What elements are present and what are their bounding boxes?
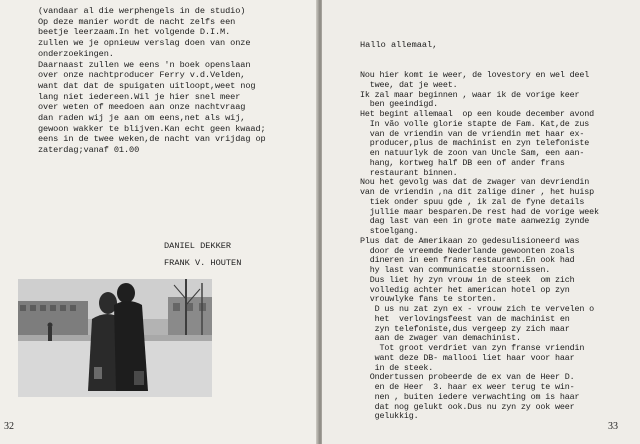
left-text-line: zullen we je opnieuw verslag doen van onze — [38, 38, 251, 49]
letter-line: van de vriendin van de vriendin met haar ex- — [360, 128, 585, 139]
letter-body — [360, 71, 638, 422]
letter-line: aan de zwager van demachinist. — [360, 333, 521, 344]
letter-line: en natuurlyk de zoon van Uncle Sam, een aan- — [360, 148, 585, 158]
letter-line: nen , buiten iedere verwachting om is haar — [360, 391, 580, 402]
letter-line: Ondertussen probeerde de ex van de Heer D. — [360, 372, 575, 383]
letter-line: restaurant binnen. — [360, 167, 458, 178]
letter-line: Nou het gevolg was dat de zwager van devriendin — [360, 177, 590, 188]
letter-line: hy last van communicatie stoornissen. — [360, 265, 551, 275]
letter-line: D us nu zat zyn ex - vrouw zich te vervelen o — [360, 304, 595, 314]
letter-line: vrouwlyke fans te storten. — [360, 294, 497, 305]
left-text-line: Op deze manier wordt de nacht zelfs een — [38, 16, 236, 27]
letter-line: zyn telefoniste,dus vergeep zy zich maar — [360, 323, 570, 334]
left-text-line: over onze nachtproducer Ferry v.d.Velden, — [38, 70, 246, 81]
letter-line: twee, dat je weet. — [360, 79, 458, 90]
photo-image — [18, 279, 212, 397]
letter-line: Tot groot verdriet van zyn franse vriendin — [360, 343, 585, 353]
letter-line: Nou hier komt ie weer, de lovestory en wel deel — [360, 70, 590, 80]
letter-line: stoelgang. — [360, 226, 419, 236]
left-text-line: zaterdag;vanaf 01.00 — [38, 145, 140, 156]
left-text-line: dan raden wij je aan om eens,net als wij, — [38, 113, 246, 124]
left-text-line: beetje leerzaam.In het volgende D.I.M. — [38, 27, 231, 38]
signature-frank-v-houten: FRANK V. HOUTEN — [164, 258, 242, 268]
letter-line: dat nog gelukt ook.Dus nu zyn zy ook weer — [360, 401, 575, 412]
left-text-line: eens in de twee weken,de nacht van vrijdag op — [38, 134, 266, 145]
letter-line: door de vreemde Nederlande gewoonten zoals — [360, 245, 575, 256]
letter-line: volledig achter het american hotel op zyn — [360, 284, 570, 295]
left-text-line: lang niet iedereen.Wil je hier snel meer — [38, 91, 241, 102]
letter-line: dag last van een in grote mate aanwezig zynde — [360, 216, 590, 227]
letter-line: en de Heer 3. haar ex weer terug te win- — [360, 382, 575, 392]
signature-daniel-dekker: DANIEL DEKKER — [164, 241, 232, 251]
letter-line: ben geeindigd. — [360, 99, 439, 110]
signatures — [164, 238, 241, 272]
left-text-line: gewoon wakker te blijven.Kan echt geen kwaad; — [38, 123, 266, 134]
photo-two-people-in-snow — [18, 279, 212, 397]
letter-line: Ik zal maar beginnen , waar ik de vorige keer — [360, 89, 580, 100]
left-text-line: onderzoekingen. — [38, 48, 114, 59]
letter-line: Plus dat de Amerikaan zo gedesulisioneerd was — [360, 235, 580, 246]
left-text-line: (vandaar al die werphengels in de studio) — [38, 6, 246, 16]
letter-line: producer,plus de machinist en zyn telefoniste — [360, 138, 590, 149]
left-page — [0, 0, 318, 444]
letter-line: het verlovingsfeest van de machinist en — [360, 313, 570, 324]
left-text-line: want dat dat de spuigaten uitloopt,weet nog — [38, 80, 256, 91]
letter-line: dineren in een frans restaurant.En ook had — [360, 255, 575, 266]
letter-line: jullie maar besparen.De rest had de vorige week — [360, 206, 599, 217]
letter-line: gelukkig. — [360, 411, 419, 422]
letter-greeting: Hallo allemaal, — [360, 40, 438, 50]
letter-line: In vão volle glorie stapte de Fam. Kat,de zus — [360, 118, 590, 129]
letter-line: want deze DB- mallooi liet haar voor haar — [360, 352, 575, 363]
right-page — [322, 0, 640, 444]
letter-line: Dus liet hy zyn vrouw in de steek om zich — [360, 274, 575, 285]
letter-line: tiek onder spuu gde , ik zal de fyne details — [360, 196, 585, 207]
letter-line: Het begint allemaal op een koude december avond — [360, 109, 595, 119]
left-page-text — [38, 6, 308, 156]
page-number-left: 32 — [4, 421, 14, 432]
letter-line: hang, kortweg half DB een of ander frans — [360, 157, 565, 168]
page-number-right: 33 — [608, 421, 618, 432]
letter-line: van de vriendin ,na dit zalige diner , het huisp — [360, 187, 595, 197]
letter-line: in de steek. — [360, 362, 434, 373]
left-text-line: Daarnaast zullen we eens 'n boek openslaan — [38, 59, 251, 70]
left-text-line: over weten of meedoen aan onze nachtvraag — [38, 102, 246, 113]
